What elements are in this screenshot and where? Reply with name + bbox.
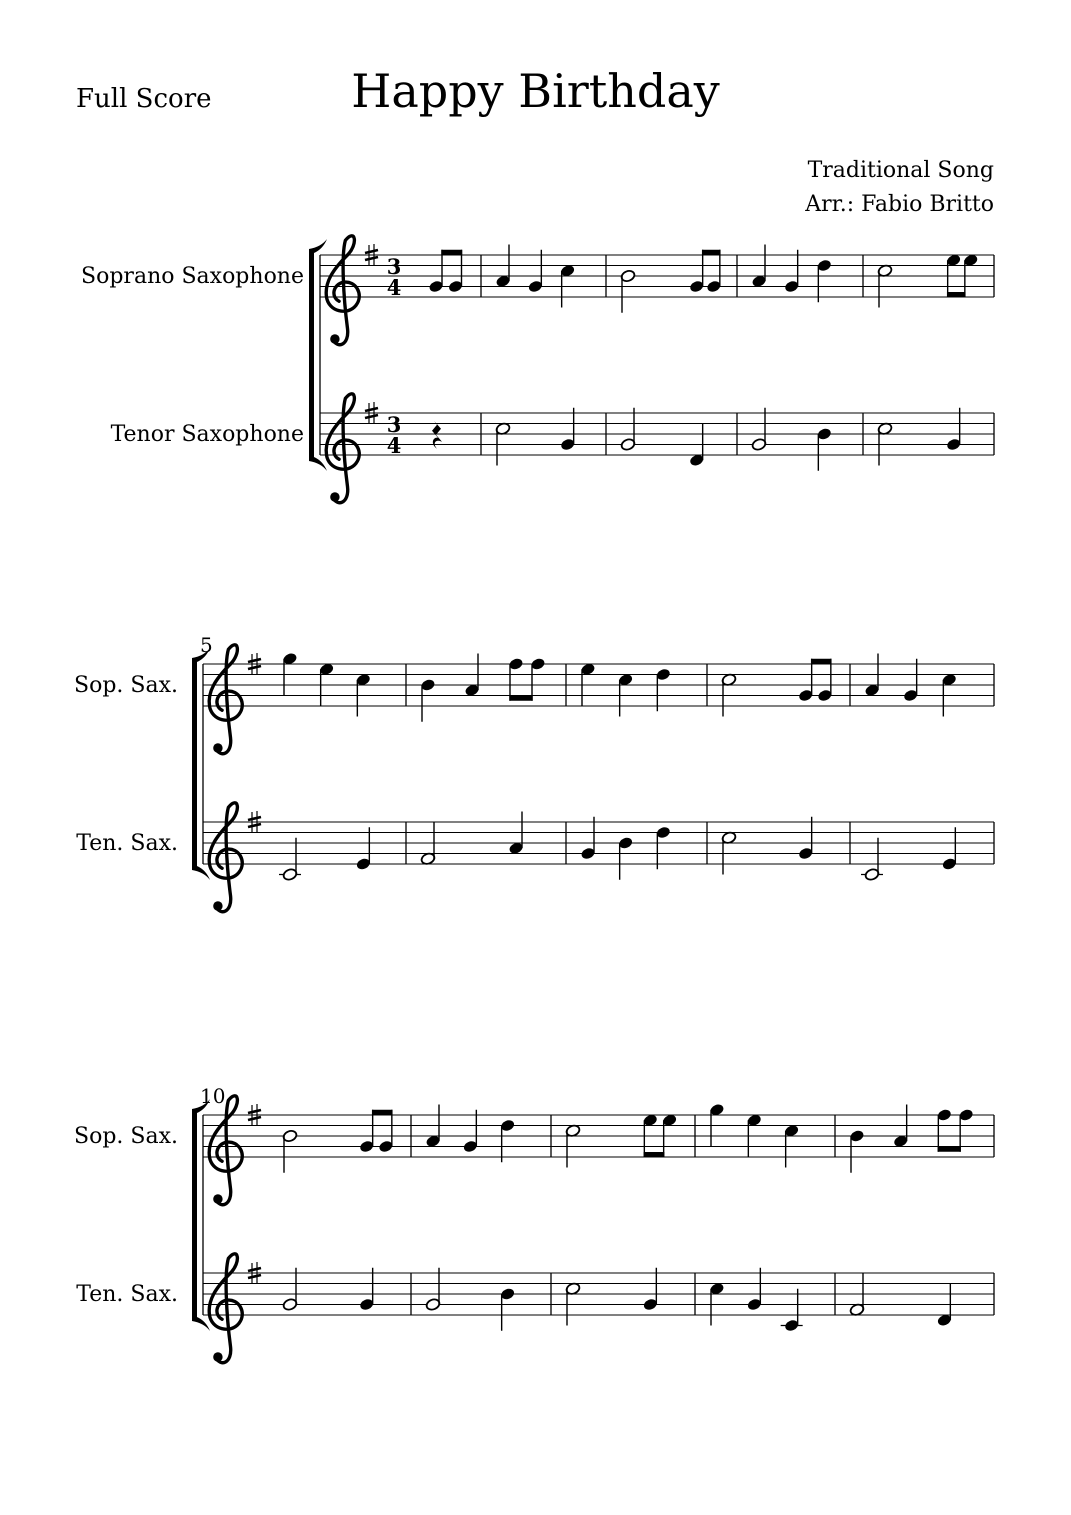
svg-text:4: 4 (386, 275, 402, 300)
beam (372, 1110, 393, 1115)
beam (947, 292, 966, 297)
note (643, 1114, 665, 1157)
note (530, 657, 545, 700)
arranger-credit: Arr.: Fabio Britto (805, 192, 994, 217)
beam (644, 1152, 665, 1157)
note (620, 408, 636, 452)
note (877, 264, 893, 308)
staff (76, 803, 994, 912)
note (580, 663, 595, 706)
note (464, 654, 479, 697)
system-bracket (309, 239, 327, 471)
staff-system (81, 236, 994, 503)
note (864, 654, 879, 697)
measure-number: 5 (200, 633, 213, 657)
note (319, 663, 334, 706)
note (356, 673, 371, 716)
note (495, 422, 511, 466)
note (495, 245, 510, 288)
note (656, 826, 671, 869)
note (425, 1268, 441, 1312)
staff-system (74, 1084, 994, 1363)
note (817, 659, 832, 702)
note (565, 1282, 581, 1326)
note (500, 1119, 515, 1162)
score-title: Happy Birthday (351, 64, 720, 118)
note (282, 1129, 298, 1173)
note (798, 817, 813, 860)
note (877, 422, 893, 466)
instrument-label: Soprano Saxophone (81, 264, 304, 289)
beam (441, 250, 462, 255)
note (282, 652, 297, 695)
note (656, 668, 671, 711)
time-signature (387, 254, 402, 300)
staff (74, 1096, 994, 1205)
note (849, 1129, 864, 1172)
note (580, 817, 595, 860)
score-type-label: Full Score (76, 84, 212, 114)
note (959, 1108, 974, 1151)
note (560, 264, 575, 307)
note (937, 1284, 952, 1327)
note (620, 269, 636, 313)
note (565, 1124, 581, 1168)
note (282, 1268, 298, 1312)
staff-system (74, 633, 994, 912)
note (751, 408, 767, 452)
time-signature (387, 412, 402, 458)
note (861, 838, 883, 882)
note (942, 827, 957, 870)
note (560, 408, 575, 451)
note (378, 1110, 393, 1153)
note (500, 1287, 515, 1330)
note (784, 250, 799, 293)
note (784, 1124, 799, 1167)
note (662, 1114, 677, 1157)
note (963, 254, 978, 297)
note (709, 1103, 724, 1146)
treble-clef-icon (209, 1096, 242, 1205)
note (356, 827, 371, 870)
note (946, 254, 965, 297)
treble-clef-icon (326, 394, 359, 503)
note (721, 673, 737, 717)
note (279, 838, 301, 882)
svg-text:4: 4 (386, 433, 402, 458)
note (721, 831, 737, 875)
staff (111, 394, 994, 503)
composer-credit: Traditional Song (807, 158, 994, 183)
beam (811, 659, 832, 664)
note (781, 1289, 803, 1332)
system-bracket (192, 1099, 210, 1331)
instrument-label: Ten. Sax. (76, 831, 178, 856)
note (946, 408, 961, 451)
note (751, 245, 766, 288)
beam (938, 1147, 961, 1152)
note (747, 1268, 762, 1311)
note (618, 836, 633, 879)
note (709, 1282, 724, 1325)
note (942, 673, 957, 716)
treble-clef-icon (209, 1254, 242, 1363)
instrument-label: Tenor Saxophone (110, 422, 304, 447)
note (508, 812, 523, 855)
note (643, 1268, 658, 1311)
svg-text:3: 3 (386, 254, 402, 279)
note (528, 250, 543, 293)
note (425, 1105, 440, 1148)
instrument-label: Sop. Sax. (74, 1124, 178, 1149)
note (448, 250, 463, 293)
beam (702, 250, 721, 255)
treble-clef-icon (209, 645, 242, 754)
note (706, 250, 721, 293)
note (463, 1110, 478, 1153)
note (893, 1105, 908, 1148)
note (359, 1268, 374, 1311)
instrument-label: Ten. Sax. (76, 1282, 178, 1307)
treble-clef-icon (209, 803, 242, 912)
measure-number: 10 (200, 1084, 226, 1108)
note (420, 822, 436, 866)
note (618, 673, 633, 716)
note (747, 1114, 762, 1157)
beam (509, 696, 532, 701)
note (817, 427, 832, 470)
system-bracket (192, 648, 210, 880)
note (689, 424, 704, 467)
instrument-label: Sop. Sax. (74, 673, 178, 698)
treble-clef-icon (326, 236, 359, 345)
note (849, 1273, 865, 1317)
svg-text:3: 3 (386, 412, 402, 437)
note (903, 659, 918, 702)
note (817, 259, 832, 302)
note (420, 678, 435, 721)
